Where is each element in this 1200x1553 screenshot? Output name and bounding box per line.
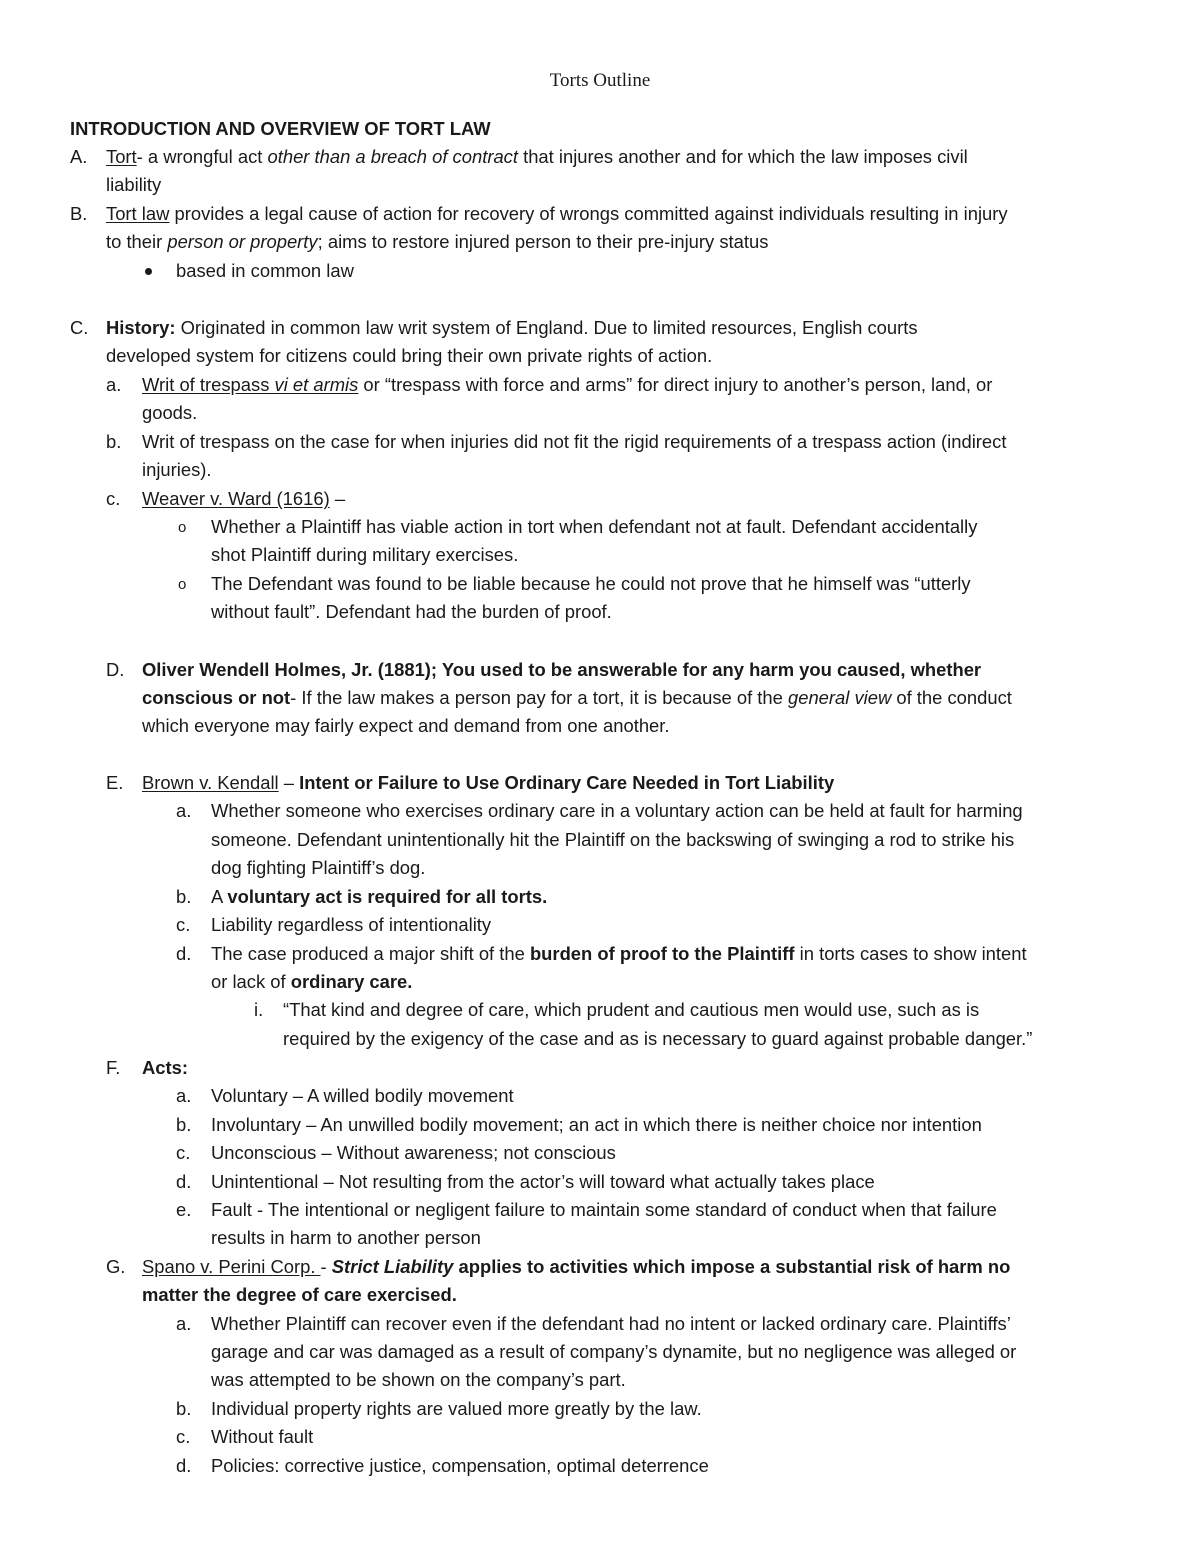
c-o2-line2: without fault”. Defendant had the burden of proof.: [211, 601, 612, 622]
section-b-line2: to their person or property; aims to restore injured person to their pre-injury status: [106, 231, 769, 252]
g-a-line3: was attempted to be shown on the company’s part.: [211, 1369, 626, 1390]
term-tort: Tort: [106, 146, 137, 167]
e-b-line1: A voluntary act is required for all torts.: [211, 886, 548, 907]
bullet-common-law: based in common law: [176, 260, 354, 281]
c-b-line2: injuries).: [142, 459, 212, 480]
marker-e-i: i.: [254, 999, 264, 1020]
section-c-line2: developed system for citizens could bring their own private rights of action.: [106, 345, 713, 366]
e-a-line2: someone. Defendant unintentionally hit the Plaintiff on the backswing of swinging a rod to strike his: [211, 829, 1015, 850]
section-heading: INTRODUCTION AND OVERVIEW OF TORT LAW: [70, 118, 491, 139]
marker-f-c: c.: [176, 1142, 191, 1163]
marker-f-b: b.: [176, 1114, 192, 1135]
section-a-line1: Tort- a wrongful act other than a breach of contract that injures another and for which the law imposes civil: [106, 146, 968, 167]
marker-c-c: c.: [106, 488, 121, 509]
g-c-text: Without fault: [211, 1426, 314, 1447]
f-a-text: Voluntary – A willed bodily movement: [211, 1085, 514, 1106]
marker-a: A.: [70, 146, 88, 167]
g-b-text: Individual property rights are valued more greatly by the law.: [211, 1398, 702, 1419]
case-brown-v-kendall: Brown v. Kendall: [142, 772, 279, 793]
circle-bullet-1: o: [178, 519, 187, 536]
e-i-line1: “That kind and degree of care, which prudent and cautious men would use, such as is: [283, 999, 980, 1020]
marker-g-b: b.: [176, 1398, 192, 1419]
e-i-line2: required by the exigency of the case and as is necessary to guard against probable danger.”: [283, 1028, 1033, 1049]
section-c-line1: History: Originated in common law writ system of England. Due to limited resources, English courts: [106, 317, 918, 338]
section-d-line3: which everyone may fairly expect and demand from one another.: [142, 715, 670, 736]
marker-d: D.: [106, 659, 125, 680]
section-f-label: Acts:: [142, 1057, 188, 1078]
marker-c-a: a.: [106, 374, 122, 395]
marker-c: C.: [70, 317, 89, 338]
marker-b: B.: [70, 203, 88, 224]
marker-e-a: a.: [176, 800, 192, 821]
f-d-text: Unintentional – Not resulting from the actor’s will toward what actually takes place: [211, 1171, 875, 1192]
f-e-line2: results in harm to another person: [211, 1227, 481, 1248]
marker-e-d: d.: [176, 943, 192, 964]
marker-g-d: d.: [176, 1455, 192, 1476]
c-o2-line1: The Defendant was found to be liable because he could not prove that he himself was “utterly: [211, 573, 971, 594]
section-d-line2: conscious or not- If the law makes a person pay for a tort, it is because of the general view of the conduct: [142, 687, 1012, 708]
section-d-line1: Oliver Wendell Holmes, Jr. (1881); You used to be answerable for any harm you caused, whether: [142, 659, 982, 680]
c-c-line1: Weaver v. Ward (1616) –: [142, 488, 346, 509]
marker-g-a: a.: [176, 1313, 192, 1334]
g-a-line2: garage and car was damaged as a result of company’s dynamite, but no negligence was alleged or: [211, 1341, 1017, 1362]
e-d-line1: The case produced a major shift of the burden of proof to the Plaintiff in torts cases to show intent: [211, 943, 1027, 964]
case-spano-v-perini: Spano v. Perini Corp.: [142, 1256, 321, 1277]
circle-bullet-2: o: [178, 576, 187, 593]
e-d-line2: or lack of ordinary care.: [211, 971, 413, 992]
marker-e-c: c.: [176, 914, 191, 935]
bullet-dot: [145, 268, 152, 275]
e-c-line1: Liability regardless of intentionality: [211, 914, 492, 935]
c-a-line2: goods.: [142, 402, 198, 423]
marker-e: E.: [106, 772, 124, 793]
section-g-line1: Spano v. Perini Corp. - Strict Liability applies to activities which impose a substantial risk of harm no: [142, 1256, 1011, 1277]
e-a-line3: dog fighting Plaintiff’s dog.: [211, 857, 426, 878]
c-o1-line2: shot Plaintiff during military exercises.: [211, 544, 519, 565]
c-a-line1: Writ of trespass vi et armis or “trespass with force and arms” for direct injury to another’s person, land, or: [142, 374, 993, 395]
f-c-text: Unconscious – Without awareness; not conscious: [211, 1142, 616, 1163]
e-a-line1: Whether someone who exercises ordinary care in a voluntary action can be held at fault for harming: [211, 800, 1023, 821]
marker-c-b: b.: [106, 431, 122, 452]
marker-g-c: c.: [176, 1426, 191, 1447]
section-a-line2: liability: [106, 174, 162, 195]
marker-f-e: e.: [176, 1199, 192, 1220]
section-b-line1: Tort law provides a legal cause of action for recovery of wrongs committed against individuals resulting in injury: [106, 203, 1008, 224]
g-d-text: Policies: corrective justice, compensation, optimal deterrence: [211, 1455, 709, 1476]
marker-e-b: b.: [176, 886, 192, 907]
f-e-text: Fault - The intentional or negligent failure to maintain some standard of conduct when that failure: [211, 1199, 997, 1220]
section-g-line2: matter the degree of care exercised.: [142, 1284, 457, 1305]
marker-f-a: a.: [176, 1085, 192, 1106]
marker-f-d: d.: [176, 1171, 192, 1192]
c-b-line1: Writ of trespass on the case for when injuries did not fit the rigid requirements of a trespass action (indirect: [142, 431, 1007, 452]
case-weaver-v-ward: Weaver v. Ward (1616): [142, 488, 330, 509]
section-e-line1: Brown v. Kendall – Intent or Failure to Use Ordinary Care Needed in Tort Liability: [142, 772, 835, 793]
f-b-text: Involuntary – An unwilled bodily movement; an act in which there is neither choice nor intention: [211, 1114, 982, 1135]
c-o1-line1: Whether a Plaintiff has viable action in tort when defendant not at fault. Defendant accidentally: [211, 516, 978, 537]
marker-g: G.: [106, 1256, 126, 1277]
term-tort-law: Tort law: [106, 203, 170, 224]
g-a-line1: Whether Plaintiff can recover even if the defendant had no intent or lacked ordinary care. Plaintiffs’: [211, 1313, 1011, 1334]
document-title: Torts Outline: [549, 70, 651, 91]
marker-f: F.: [106, 1057, 121, 1078]
